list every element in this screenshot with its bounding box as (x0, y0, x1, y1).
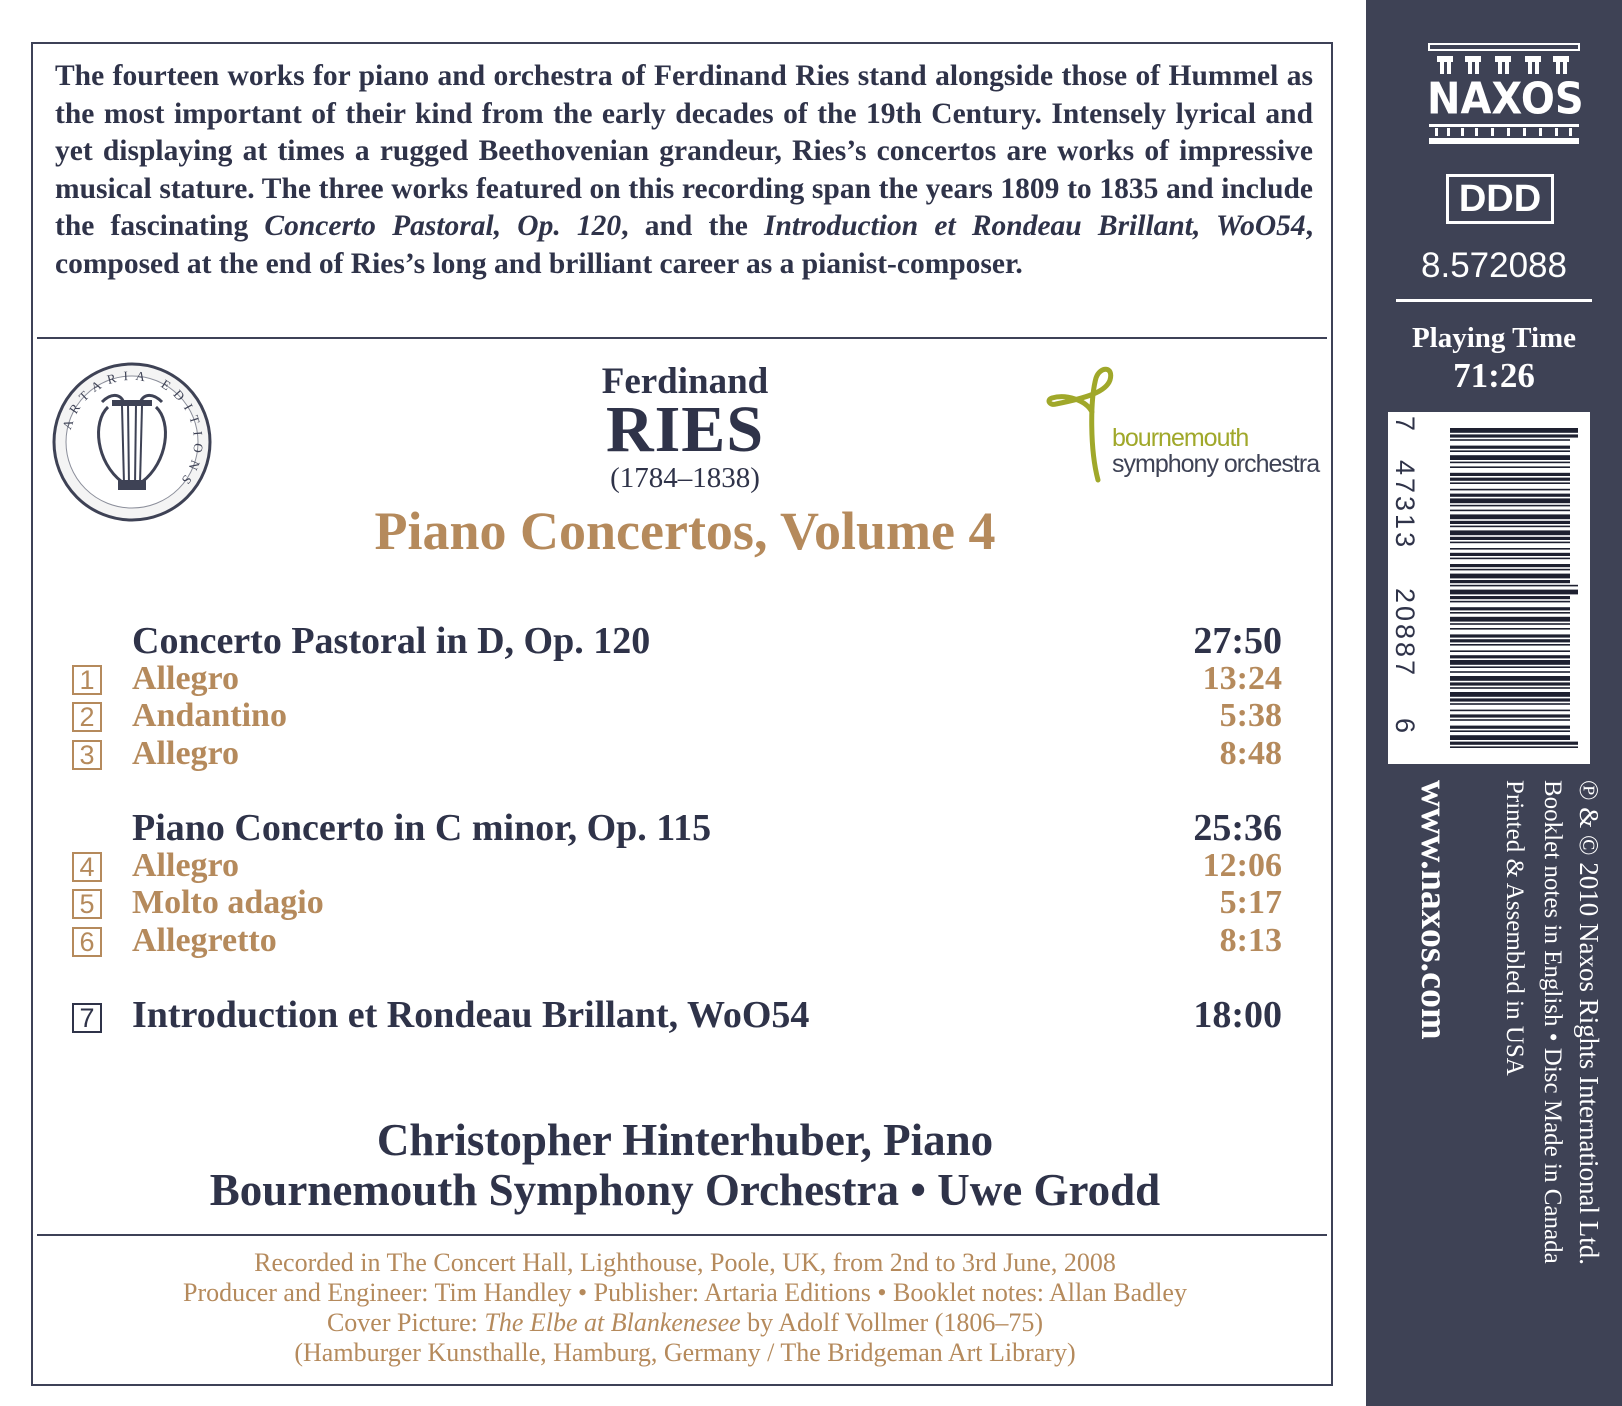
barcode-bar (1450, 521, 1570, 524)
album-title: Piano Concertos, Volume 4 (374, 501, 996, 561)
intro-paragraph: The fourteen works for piano and orchestra of Ferdinand Ries stand alongside those of Hummel as the most important of their kind from the early decades of the 19th Century. Intensely lyrical and yet displaying at times a rugged Beethovenian grandeur, Ries’s concertos are works of impressive musical stature. The three works featured on this recording span the years 1809 to 1835 and include the fascinating Concerto Pastoral, Op. 120, and the Introduction et Rondeau Brillant, WoO54, composed at the end of Ries’s long and brilliant career as a pianist-composer. (55, 60, 1314, 280)
barcode-bar (1450, 601, 1570, 603)
barcode-digits-left: 47313 (1390, 460, 1420, 551)
barcode-bar (1450, 634, 1570, 637)
barcode-bar (1450, 580, 1570, 583)
barcode-bar (1450, 462, 1570, 464)
orchestra-logo-line1: bournemouth (1112, 424, 1249, 452)
barcode-bar (1450, 596, 1570, 599)
track-number: 5 (72, 889, 102, 919)
barcode-bar (1450, 537, 1570, 540)
barcode-bar (1450, 574, 1570, 579)
naxos-logo-text: NAXOS (1427, 73, 1584, 125)
credits-recorded: Recorded in The Concert Hall, Lighthouse, Poole, UK, from 2nd to 3rd June, 2008 (254, 1248, 1116, 1277)
barcode-bar (1450, 482, 1570, 484)
barcode-bar (1450, 590, 1578, 595)
barcode-bar (1450, 489, 1570, 491)
barcode-bar (1450, 434, 1578, 437)
barcode-bar (1450, 698, 1570, 701)
track-time: 5:17 (1219, 884, 1282, 921)
barcode-bar (1450, 498, 1570, 503)
credits-cover: Cover Picture: The Elbe at Blankenesee by Adolf Vollmer (1806–75) (326, 1308, 1044, 1337)
track-title: Andantino (132, 697, 287, 734)
track-number: 7 (72, 1003, 102, 1033)
barcode-bar (1450, 607, 1570, 610)
barcode-bar (1450, 585, 1578, 587)
barcode-bar (1450, 703, 1570, 705)
work-time: 18:00 (1193, 994, 1282, 1036)
barcode-bar (1450, 644, 1570, 646)
barcode-bar (1450, 687, 1570, 689)
track-time: 8:48 (1219, 735, 1282, 772)
barcode-bar (1450, 494, 1570, 497)
track-number: 2 (72, 702, 102, 732)
copyright-line: ℗ & © 2010 Naxos Rights International Ltd. (1574, 780, 1604, 1265)
barcode-bar (1450, 542, 1570, 544)
performer-orchestra: Bournemouth Symphony Orchestra • Uwe Grodd (209, 1165, 1161, 1215)
barcode-bar (1450, 548, 1570, 550)
barcode-digit-first: 7 (1390, 416, 1420, 432)
work-title: Introduction et Rondeau Brillant, WoO54 (132, 994, 810, 1036)
track-time: 8:13 (1219, 922, 1282, 959)
barcode-bar (1450, 569, 1570, 571)
barcode-bar (1450, 450, 1570, 452)
barcode-bar (1450, 428, 1578, 433)
composer-dates: (1784–1838) (610, 462, 760, 494)
divider-bottom (37, 1234, 1327, 1236)
barcode-bar (1450, 742, 1578, 745)
credits-cover-source: (Hamburger Kunsthalle, Hamburg, Germany / The Bridgeman Art Library) (294, 1338, 1076, 1367)
work-title: Piano Concerto in C minor, Op. 115 (132, 807, 712, 849)
track-title: Allegro (132, 660, 240, 697)
barcode-bar (1450, 623, 1570, 625)
playing-time: 71:26 (1453, 356, 1535, 395)
website: www.naxos.com (1413, 780, 1455, 1040)
barcode-bar (1450, 466, 1570, 468)
barcode-bar (1450, 564, 1570, 567)
barcode-bar (1450, 726, 1570, 729)
barcode-bar (1450, 612, 1570, 614)
barcode-bar (1450, 530, 1570, 535)
barcode-bar (1450, 676, 1570, 681)
work-time: 25:36 (1193, 807, 1282, 849)
barcode (1388, 412, 1590, 764)
barcode-bar (1450, 505, 1570, 507)
barcode-bar (1450, 514, 1570, 519)
work-time: 27:50 (1193, 620, 1282, 662)
orchestra-logo (1046, 360, 1336, 490)
track-time: 5:38 (1219, 697, 1282, 734)
barcode-bar (1450, 660, 1570, 665)
barcode-bar (1450, 682, 1570, 685)
printed-line: Printed & Assembled in USA (1501, 780, 1528, 1076)
playing-time-label: Playing Time (1411, 322, 1577, 354)
track-title: Allegro (132, 735, 240, 772)
sidebar-divider (1396, 299, 1592, 302)
barcode-bar (1450, 671, 1570, 673)
barcode-bar (1450, 617, 1570, 622)
barcode-bar (1450, 455, 1570, 460)
barcode-bar (1450, 735, 1570, 740)
barcode-bar (1450, 439, 1570, 441)
barcode-bar (1450, 719, 1570, 721)
barcode-bar (1450, 666, 1570, 668)
work-title: Concerto Pastoral in D, Op. 120 (132, 620, 651, 662)
booklet-line: Booklet notes in English • Disc Made in Canada (1539, 780, 1566, 1264)
track-number: 1 (72, 665, 102, 695)
barcode-digits-right: 20887 (1390, 588, 1420, 679)
credits-producer: Producer and Engineer: Tim Handley • Publisher: Artaria Editions • Booklet notes: Allan Badley (183, 1278, 1187, 1307)
barcode-bar (1450, 553, 1570, 556)
barcode-bar (1450, 692, 1570, 697)
format-badge: DDD (1446, 174, 1554, 224)
track-title: Allegro (132, 847, 240, 884)
barcode-bar (1450, 510, 1570, 512)
performer-soloist: Christopher Hinterhuber, Piano (376, 1115, 994, 1165)
composer-first-name: Ferdinand (601, 361, 769, 402)
track-title: Molto adagio (132, 884, 324, 921)
barcode-bar (1450, 639, 1570, 642)
barcode-bar (1450, 730, 1570, 732)
barcode-bar (1450, 526, 1570, 528)
barcode-bar (1450, 446, 1570, 449)
barcode-bar (1450, 473, 1570, 476)
artaria-logo-text: ARTARIA EDITIONS (59, 367, 207, 493)
track-title: Allegretto (132, 922, 277, 959)
credits (40, 1248, 1330, 1368)
barcode-bar (1450, 655, 1570, 658)
track-number: 4 (72, 852, 102, 882)
barcode-bar (1450, 650, 1570, 652)
track-time: 13:24 (1202, 660, 1282, 697)
barcode-bar (1450, 558, 1570, 560)
naxos-logo (1427, 42, 1584, 146)
barcode-bar (1450, 714, 1570, 717)
barcode-bar (1450, 746, 1578, 748)
barcode-bar (1450, 710, 1570, 712)
composer-last-name: RIES (605, 393, 765, 466)
track-number: 6 (72, 927, 102, 957)
barcode-bar (1450, 478, 1570, 481)
barcode-bar (1450, 628, 1570, 630)
barcode-digit-last: 6 (1390, 718, 1420, 734)
catalogue-number: 8.572088 (1421, 246, 1567, 285)
orchestra-logo-line2: symphony orchestra (1112, 450, 1320, 478)
divider-top (37, 337, 1327, 339)
track-time: 12:06 (1202, 847, 1282, 884)
track-number: 3 (72, 740, 102, 770)
